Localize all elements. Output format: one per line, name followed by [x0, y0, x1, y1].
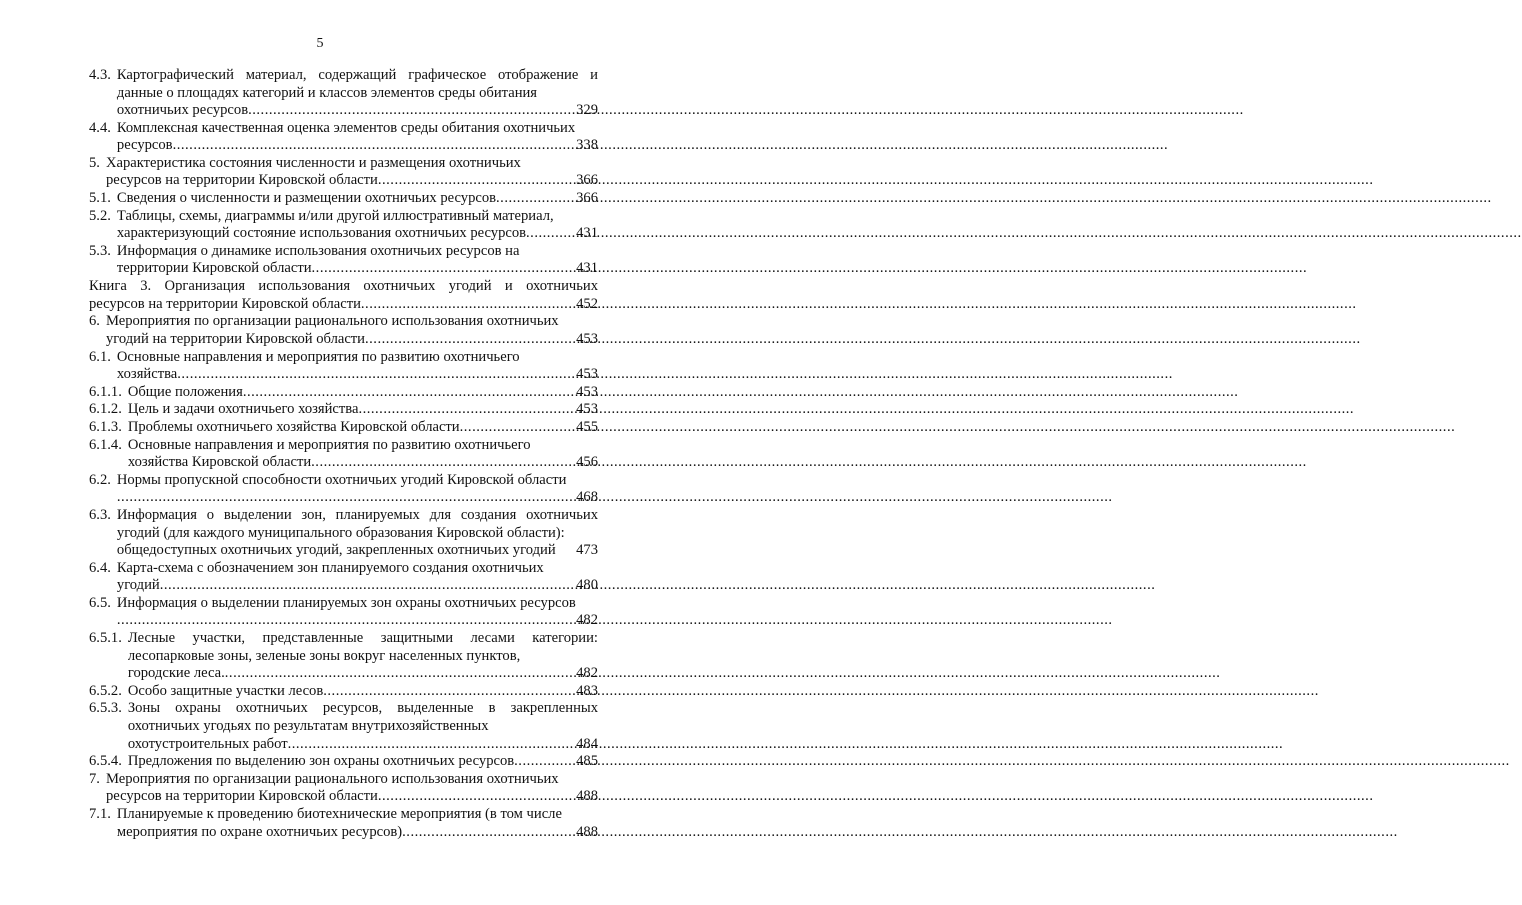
toc-entry-text: Таблицы, схемы, диаграммы и/или другой иллюстративный материал,	[116, 207, 554, 224]
toc-entry	[89, 401, 598, 419]
toc-entry-page: 468	[576, 489, 598, 506]
toc-entry-text: Информация о выделении планируемых зон охраны охотничьих ресурсов	[116, 594, 576, 611]
toc-entry-text: Основные направления и мероприятия по развитию охотничьего	[127, 436, 531, 453]
toc-leader-line	[117, 260, 598, 278]
dot-leader	[358, 401, 574, 419]
toc-entry	[89, 683, 598, 701]
toc-leader-line	[117, 489, 598, 507]
toc-entry-number: 7.1.	[89, 806, 111, 823]
toc-entry	[89, 437, 598, 472]
dot-leader	[514, 753, 574, 771]
toc-leader-line	[117, 577, 598, 595]
toc-entry-number: 5.3.	[89, 242, 111, 259]
toc-entry	[89, 278, 598, 313]
toc-entry-tail: общедоступных охотничьих угодий, закрепленных охотничьих угодий	[116, 542, 556, 559]
toc-leader-line	[128, 384, 598, 402]
toc-entry-number: 6.1.3.	[89, 418, 122, 435]
toc-entry-tail: ресурсов на территории Кировской области	[105, 788, 378, 805]
toc-entry-page: 480	[576, 577, 598, 594]
toc-entry-text: Нормы пропускной способности охотничьих угодий Кировской области	[116, 471, 567, 488]
table-of-contents	[89, 67, 598, 841]
toc-entry-tail: характеризующий состояние использования охотничьих ресурсов	[116, 225, 527, 242]
toc-entry-number: 7.	[89, 770, 100, 787]
toc-entry	[89, 630, 598, 683]
toc-entry	[89, 419, 598, 437]
dot-leader	[378, 788, 574, 806]
toc-entry-tail: территории Кировской области	[116, 260, 312, 277]
toc-entry-number: 6.	[89, 313, 100, 330]
toc-entry	[89, 507, 598, 560]
toc-leader-line	[128, 753, 598, 771]
toc-entry-number: 5.	[89, 154, 100, 171]
toc-entry-number: 6.1.1.	[89, 383, 122, 400]
toc-leader-line	[128, 665, 598, 683]
dot-leader	[117, 612, 574, 630]
toc-entry-number: 6.5.	[89, 594, 111, 611]
toc-entry-tail: ресурсов	[116, 137, 173, 154]
toc-leader-line	[117, 225, 598, 243]
toc-entry-tail: Проблемы охотничьего хозяйства Кировской области	[127, 418, 460, 435]
toc-entry	[89, 771, 598, 806]
toc-entry-tail: ресурсов на территории Кировской области	[105, 172, 378, 189]
toc-leader-line	[89, 296, 598, 314]
toc-entry	[89, 313, 598, 348]
dot-leader	[225, 665, 574, 683]
toc-entry-text: Информация о динамике использования охотничьих ресурсов на	[116, 242, 520, 259]
toc-entry-tail: Цель и задачи охотничьего хозяйства	[127, 401, 359, 418]
dot-leader	[311, 454, 574, 472]
toc-entry	[89, 595, 598, 630]
toc-entry	[89, 560, 598, 595]
toc-entry-page: 431	[576, 260, 598, 277]
toc-leader-line	[117, 366, 598, 384]
toc-entry-page: 329	[576, 102, 598, 119]
toc-entry-number: 6.5.4.	[89, 753, 122, 770]
toc-entry-tail: Общие положения	[127, 383, 243, 400]
toc-entry-tail: угодий на территории Кировской области	[105, 330, 365, 347]
toc-entry	[89, 349, 598, 384]
toc-entry-page: 485	[576, 753, 598, 770]
toc-entry-number: 6.4.	[89, 559, 111, 576]
toc-entry-text: Основные направления и мероприятия по развитию охотничьего	[116, 348, 520, 365]
toc-leader-line	[128, 736, 598, 754]
toc-entry-text: Мероприятия по организации рационального использования охотничьих	[105, 313, 559, 330]
dot-leader	[160, 577, 574, 595]
toc-entry-number: 6.5.3.	[89, 700, 122, 717]
dot-leader	[173, 137, 575, 155]
dot-leader	[243, 384, 574, 402]
toc-entry-page: 482	[576, 665, 598, 682]
toc-entry	[89, 700, 598, 753]
toc-entry-page: 483	[576, 682, 598, 699]
toc-entry-page: 455	[576, 418, 598, 435]
toc-entry-tail: охотничьих ресурсов	[116, 102, 249, 119]
toc-entry	[89, 155, 598, 190]
toc-entry-page: 456	[576, 454, 598, 471]
toc-entry	[89, 190, 598, 208]
toc-entry-page: 366	[576, 190, 598, 207]
toc-leader-line	[117, 824, 598, 842]
toc-entry-page: 453	[576, 366, 598, 383]
toc-entry	[89, 472, 598, 507]
toc-entry-page: 488	[576, 788, 598, 805]
toc-leader-line	[117, 612, 598, 630]
page-number: 5	[316, 36, 324, 51]
dot-leader	[312, 260, 575, 278]
toc-entry-text: Книга 3. Организация использования охотничьих угодий и охотничьих	[89, 278, 598, 295]
toc-entry-tail: мероприятия по охране охотничьих ресурсов)	[116, 823, 403, 840]
toc-entry-number: 6.1.2.	[89, 401, 122, 418]
toc-entry-text: Планируемые к проведению биотехнические мероприятия (в том числе	[116, 806, 562, 823]
toc-entry	[89, 806, 598, 841]
toc-entry-tail: Предложения по выделению зон охраны охотничьих ресурсов	[127, 753, 515, 770]
toc-entry-page: 482	[576, 612, 598, 629]
dot-leader	[365, 331, 574, 349]
toc-entry-page: 473	[576, 542, 598, 559]
toc-entry	[89, 753, 598, 771]
dot-leader	[361, 296, 574, 314]
toc-entry-page: 366	[576, 172, 598, 189]
toc-entry-page: 431	[576, 225, 598, 242]
toc-entry-text: Характеристика состояния численности и размещения охотничьих	[105, 154, 521, 171]
toc-entry-number: 6.5.1.	[89, 630, 122, 647]
toc-leader-line	[117, 190, 598, 208]
dot-leader	[402, 824, 574, 842]
toc-entry-tail: Сведения о численности и размещении охотничьих ресурсов	[116, 190, 497, 207]
toc-entry-page: 338	[576, 137, 598, 154]
toc-entry-tail: хозяйства Кировской области	[127, 454, 312, 471]
toc-entry-text: Зоны охраны охотничьих ресурсов, выделенные в закрепленных охотничьих угодьях по результатам внутрихозяйственных	[127, 700, 598, 735]
toc-entry-number: 5.1.	[89, 190, 111, 207]
toc-entry-tail: городские леса.	[127, 665, 225, 682]
dot-leader	[496, 190, 574, 208]
toc-entry-page: 452	[576, 295, 598, 312]
toc-entry-number: 6.3.	[89, 506, 111, 523]
dot-leader	[323, 683, 574, 701]
dot-leader	[117, 489, 574, 507]
toc-entry-tail: угодий	[116, 577, 160, 594]
toc-leader-line	[128, 419, 598, 437]
dot-leader	[288, 736, 575, 754]
toc-leader-line	[106, 788, 598, 806]
toc-entry-text: Карта-схема с обозначением зон планируемого создания охотничьих	[116, 559, 544, 576]
toc-leader-line	[128, 454, 598, 472]
toc-entry-tail: Особо защитные участки лесов	[127, 682, 324, 699]
toc-leader-line	[106, 331, 598, 349]
dot-leader	[248, 102, 574, 120]
toc-entry-page: 453	[576, 383, 598, 400]
toc-entry	[89, 243, 598, 278]
toc-entry-number: 5.2.	[89, 207, 111, 224]
toc-entry-number: 6.1.	[89, 348, 111, 365]
toc-entry-tail: хозяйства	[116, 366, 178, 383]
toc-entry-text: Комплексная качественная оценка элементов среды обитания охотничьих	[116, 119, 576, 136]
dot-leader	[177, 366, 574, 384]
toc-leader-line	[128, 401, 598, 419]
toc-entry-text: Картографический материал, содержащий графическое отображение и данные о площадях категорий и классов элементов среды обитания	[116, 67, 598, 101]
toc-entry-number: 6.2.	[89, 471, 111, 488]
toc-entry-page: 453	[576, 330, 598, 347]
toc-entry	[89, 120, 598, 155]
toc-entry-tail: ресурсов на территории Кировской области	[89, 295, 361, 312]
toc-entry-number: 4.4.	[89, 119, 111, 136]
toc-entry-tail: охотустроительных работ	[127, 735, 288, 752]
dot-leader	[526, 225, 574, 243]
toc-entry-number: 6.5.2.	[89, 682, 122, 699]
toc-entry	[89, 208, 598, 243]
toc-entry-page: 484	[576, 735, 598, 752]
toc-leader-line	[117, 542, 598, 560]
toc-leader-line	[128, 683, 598, 701]
toc-entry-text: Мероприятия по организации рационального использования охотничьих	[105, 770, 559, 787]
toc-entry-page: 453	[576, 401, 598, 418]
toc-leader-line	[117, 137, 598, 155]
toc-entry	[89, 384, 598, 402]
dot-leader	[460, 419, 574, 437]
toc-entry-number: 6.1.4.	[89, 436, 122, 453]
toc-leader-line	[117, 102, 598, 120]
toc-entry-text: Лесные участки, представленные защитными лесами категории: лесопарковые зоны, зеленые зоны вокруг населенных пунктов,	[127, 630, 598, 664]
toc-entry-page: 488	[576, 823, 598, 840]
toc-leader-line	[106, 172, 598, 190]
toc-entry-number: 4.3.	[89, 67, 111, 83]
toc-entry	[89, 67, 598, 120]
dot-leader	[378, 172, 574, 190]
toc-entry-text: Информация о выделении зон, планируемых для создания охотничьих угодий (для каждого муниципального образования Кировской области):	[116, 506, 598, 541]
